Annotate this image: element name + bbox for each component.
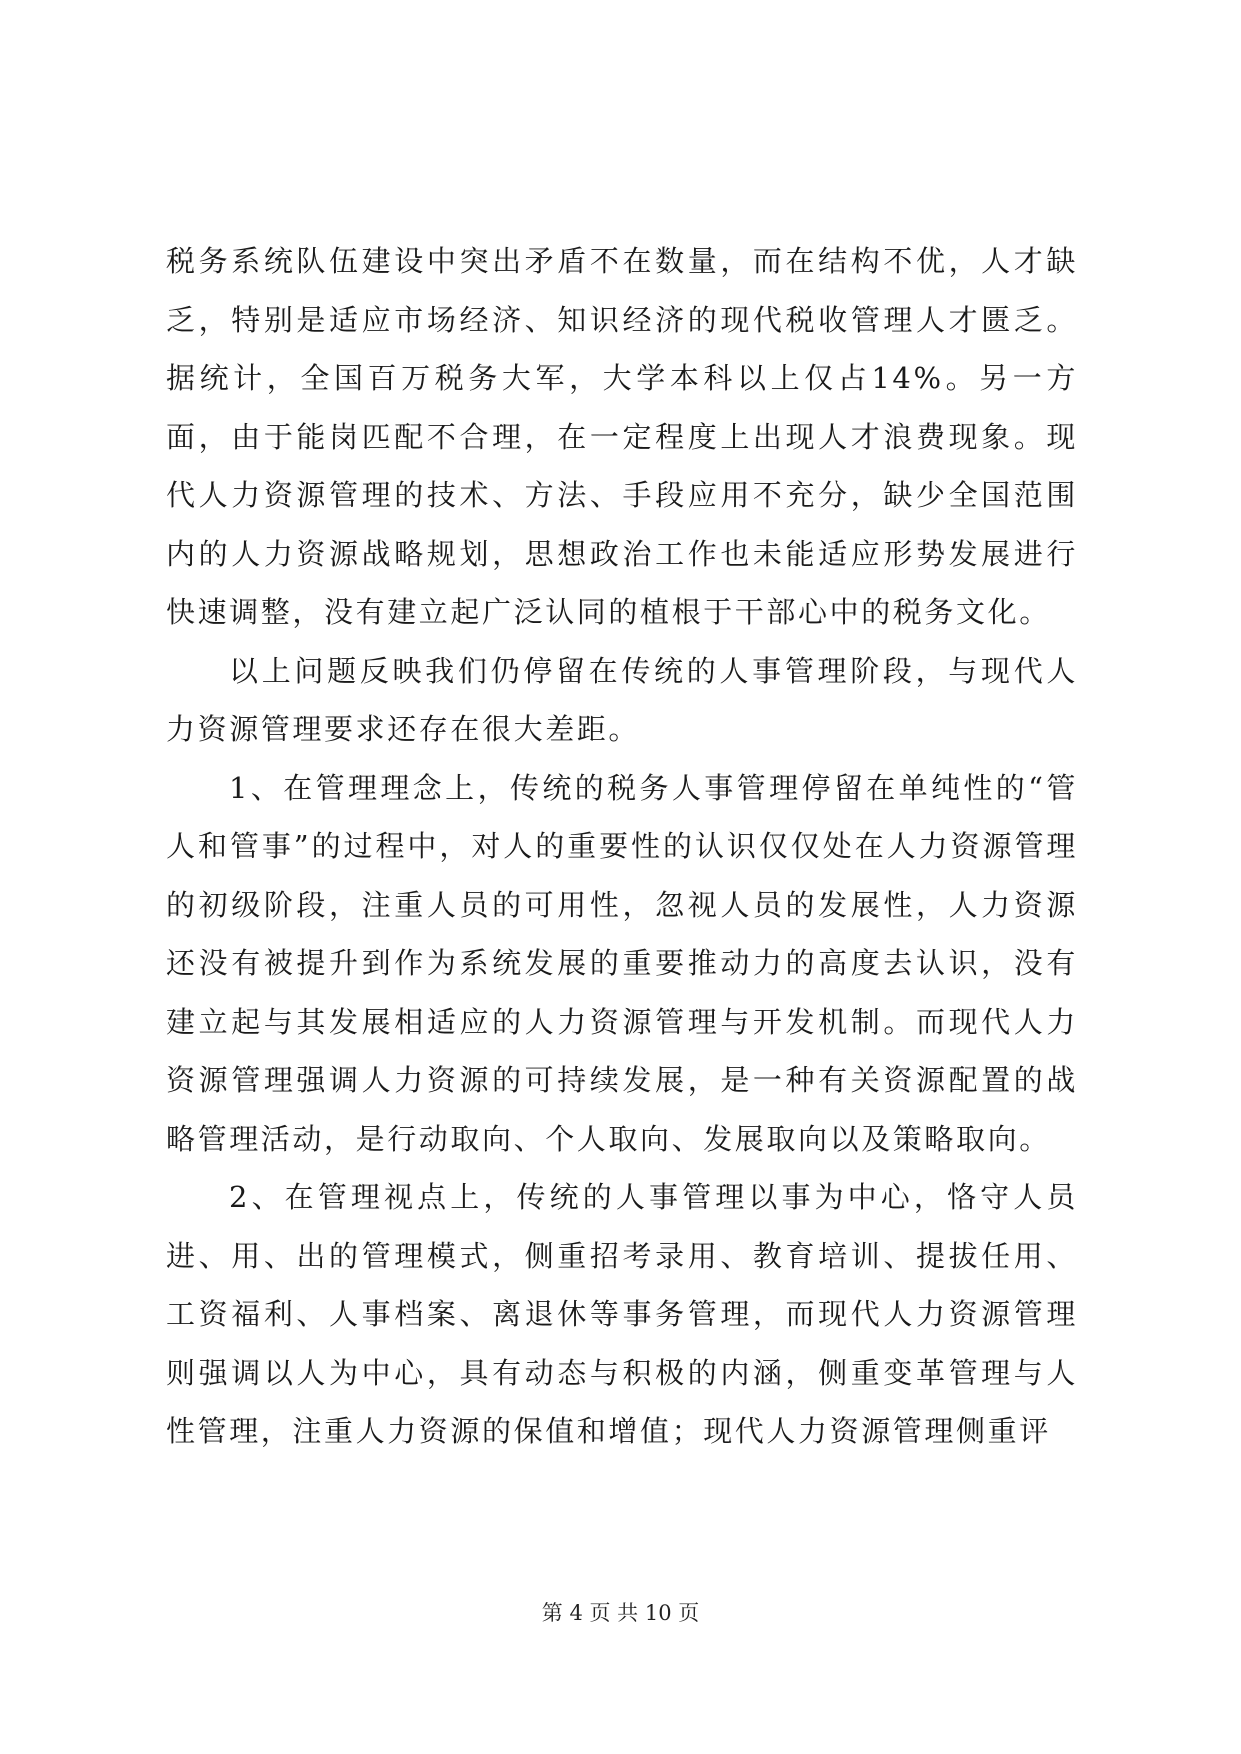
paragraph-2: 以上问题反映我们仍停留在传统的人事管理阶段，与现代人力资源管理要求还存在很大差距。 (166, 653, 1078, 746)
paragraph-1: 税务系统队伍建设中突出矛盾不在数量，而在结构不优，人才缺乏，特别是适应市场经济、知识经济的现代税收管理人才匮乏。据统计，全国百万税务大军，大学本科以上仅占14%。另一方面，由于能岗匹配不合理，在一定程度上出现人才浪费现象。现代人力资源管理的技术、方法、手段应用不充分，缺少全国范围内的人力资源战略规划，思想政治工作也未能适应形势发展进行快速调整，没有建立起广泛认同的植根于干部心中的税务文化。 (166, 244, 1078, 629)
body-text (166, 232, 1078, 1461)
paragraph-3: 1、在管理理念上，传统的税务人事管理停留在单纯性的“管人和管事”的过程中，对人的重要性的认识仅仅处在人力资源管理的初级阶段，注重人员的可用性，忽视人员的发展性，人力资源还没有被提升到作为系统发展的重要推动力的高度去认识，没有建立起与其发展相适应的人力资源管理与开发机制。而现代人力资源管理强调人力资源的可持续发展，是一种有关资源配置的战略管理活动，是行动取向、个人取向、发展取向以及策略取向。 (166, 770, 1078, 1156)
page-number-footer: 第 4 页 共 10 页 (541, 1601, 700, 1625)
paragraph-4: 2、在管理视点上，传统的人事管理以事为中心，恪守人员进、用、出的管理模式，侧重招考录用、教育培训、提拔任用、工资福利、人事档案、离退休等事务管理，而现代人力资源管理则强调以人为中心，具有动态与积极的内涵，侧重变革管理与人性管理，注重人力资源的保值和增值；现代人力资源管理侧重评 (166, 1180, 1078, 1448)
